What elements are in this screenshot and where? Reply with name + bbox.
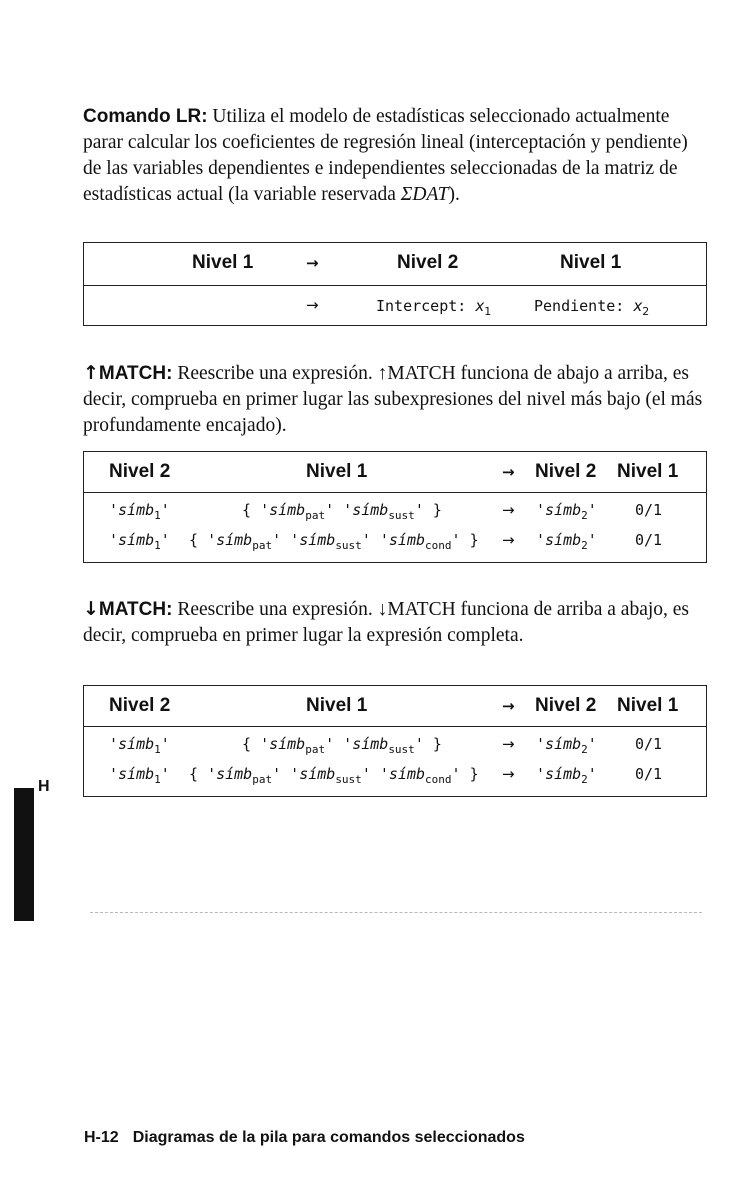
row-result-flag: 0/1 xyxy=(635,735,663,753)
upmatch-header-level1-out: Nivel 1 xyxy=(617,461,679,482)
row-result-symb: 'símb$_2$' xyxy=(536,501,597,522)
row-level2-symb: 'símb$_1$' xyxy=(109,765,170,786)
upmatch-header-level1: Nivel 1 xyxy=(306,461,368,482)
footer-title: Diagramas de la pila para comandos seleccionados xyxy=(132,1129,525,1146)
downmatch-header-level1: Nivel 1 xyxy=(306,695,368,716)
lr-description xyxy=(83,104,703,208)
lr-table-header xyxy=(84,243,706,286)
lr-header-arrow: → xyxy=(306,254,319,272)
downmatch-header-level1-out: Nivel 1 xyxy=(617,695,679,716)
lr-slope-var: x xyxy=(633,297,643,315)
downmatch-stack-table xyxy=(83,685,707,797)
lr-row-arrow: → xyxy=(306,296,319,314)
downmatch-command-label: ↓MATCH: xyxy=(83,598,173,620)
row-level2-symb: 'símb$_1$' xyxy=(109,501,170,522)
divider xyxy=(90,912,702,913)
lr-reserved-var: ΣDAT xyxy=(400,184,449,205)
table-row xyxy=(84,761,706,795)
lr-header-level1-out: Nivel 1 xyxy=(560,252,622,273)
table-row xyxy=(84,727,706,761)
row-result-flag: 0/1 xyxy=(635,501,663,519)
row-level2-symb: 'símb$_1$' xyxy=(109,531,170,552)
lr-intercept-label: Intercept: xyxy=(376,297,476,315)
lr-command-label: Comando LR: xyxy=(83,106,208,127)
table-row xyxy=(84,527,706,561)
upmatch-header-arrow: → xyxy=(502,463,515,481)
row-result-symb: 'símb$_2$' xyxy=(536,735,597,756)
downmatch-text: Reescribe una expresión. ↓MATCH funciona de arriba a abajo, es decir, comprueba en primer lugar la expresión completa. xyxy=(83,599,690,646)
lr-text-end: ). xyxy=(448,184,460,205)
upmatch-header-level2-out: Nivel 2 xyxy=(535,461,597,482)
margin-tab-label: H xyxy=(38,778,50,795)
row-level1-list: { 'símb$_{pat}$' 'símb$_{sust}$' } xyxy=(242,501,442,522)
lr-intercept-sub: 1 xyxy=(484,305,492,318)
up-arrow-icon: ↑ xyxy=(83,362,99,384)
row-arrow: → xyxy=(502,531,515,549)
upmatch-header-level2: Nivel 2 xyxy=(109,461,171,482)
row-result-flag: 0/1 xyxy=(635,531,663,549)
row-result-flag: 0/1 xyxy=(635,765,663,783)
upmatch-table-header xyxy=(84,452,706,493)
upmatch-command-label: ↑MATCH: xyxy=(83,362,173,384)
lr-intercept xyxy=(376,297,492,318)
upmatch-description xyxy=(83,360,703,439)
table-row xyxy=(84,493,706,527)
upmatch-text: Reescribe una expresión. ↑MATCH funciona de abajo a arriba, es decir, comprueba en primer lugar las subexpresiones del nivel más bajo (el más profundamente encajado). xyxy=(83,363,703,436)
downmatch-table-header xyxy=(84,686,706,727)
lr-table-row xyxy=(84,286,706,326)
row-level1-list: { 'símb$_{pat}$' 'símb$_{sust}$' 'símb$_{cond}$' } xyxy=(189,765,479,786)
downmatch-description xyxy=(83,596,703,649)
downmatch-header-arrow: → xyxy=(502,697,515,715)
lr-intercept-var: x xyxy=(475,297,485,315)
row-result-symb: 'símb$_2$' xyxy=(536,765,597,786)
page-footer xyxy=(84,1129,525,1147)
row-level2-symb: 'símb$_1$' xyxy=(109,735,170,756)
lr-header-level2: Nivel 2 xyxy=(397,252,459,273)
downmatch-header-level2-out: Nivel 2 xyxy=(535,695,597,716)
margin-tab-bar xyxy=(14,788,34,921)
lr-slope-sub: 2 xyxy=(642,305,650,318)
row-level1-list: { 'símb$_{pat}$' 'símb$_{sust}$' 'símb$_{cond}$' } xyxy=(189,531,479,552)
upmatch-stack-table xyxy=(83,451,707,563)
row-level1-list: { 'símb$_{pat}$' 'símb$_{sust}$' } xyxy=(242,735,442,756)
row-result-symb: 'símb$_2$' xyxy=(536,531,597,552)
lr-stack-table xyxy=(83,242,707,326)
lr-header-level1: Nivel 1 xyxy=(192,252,254,273)
row-arrow: → xyxy=(502,735,515,753)
lr-slope-label: Pendiente: xyxy=(534,297,634,315)
down-arrow-icon: ↓ xyxy=(83,598,99,620)
lr-text: Utiliza el modelo de estadísticas seleccionado actualmente parar calcular los coeficientes de regresión lineal (interceptación y pendiente) de las variables dependientes e independientes seleccionadas de la matriz de estadísticas actual (la variable reservada xyxy=(83,106,688,205)
row-arrow: → xyxy=(502,501,515,519)
row-arrow: → xyxy=(502,765,515,783)
lr-slope xyxy=(534,297,650,318)
downmatch-header-level2: Nivel 2 xyxy=(109,695,171,716)
page-number: H-12 xyxy=(84,1129,119,1146)
